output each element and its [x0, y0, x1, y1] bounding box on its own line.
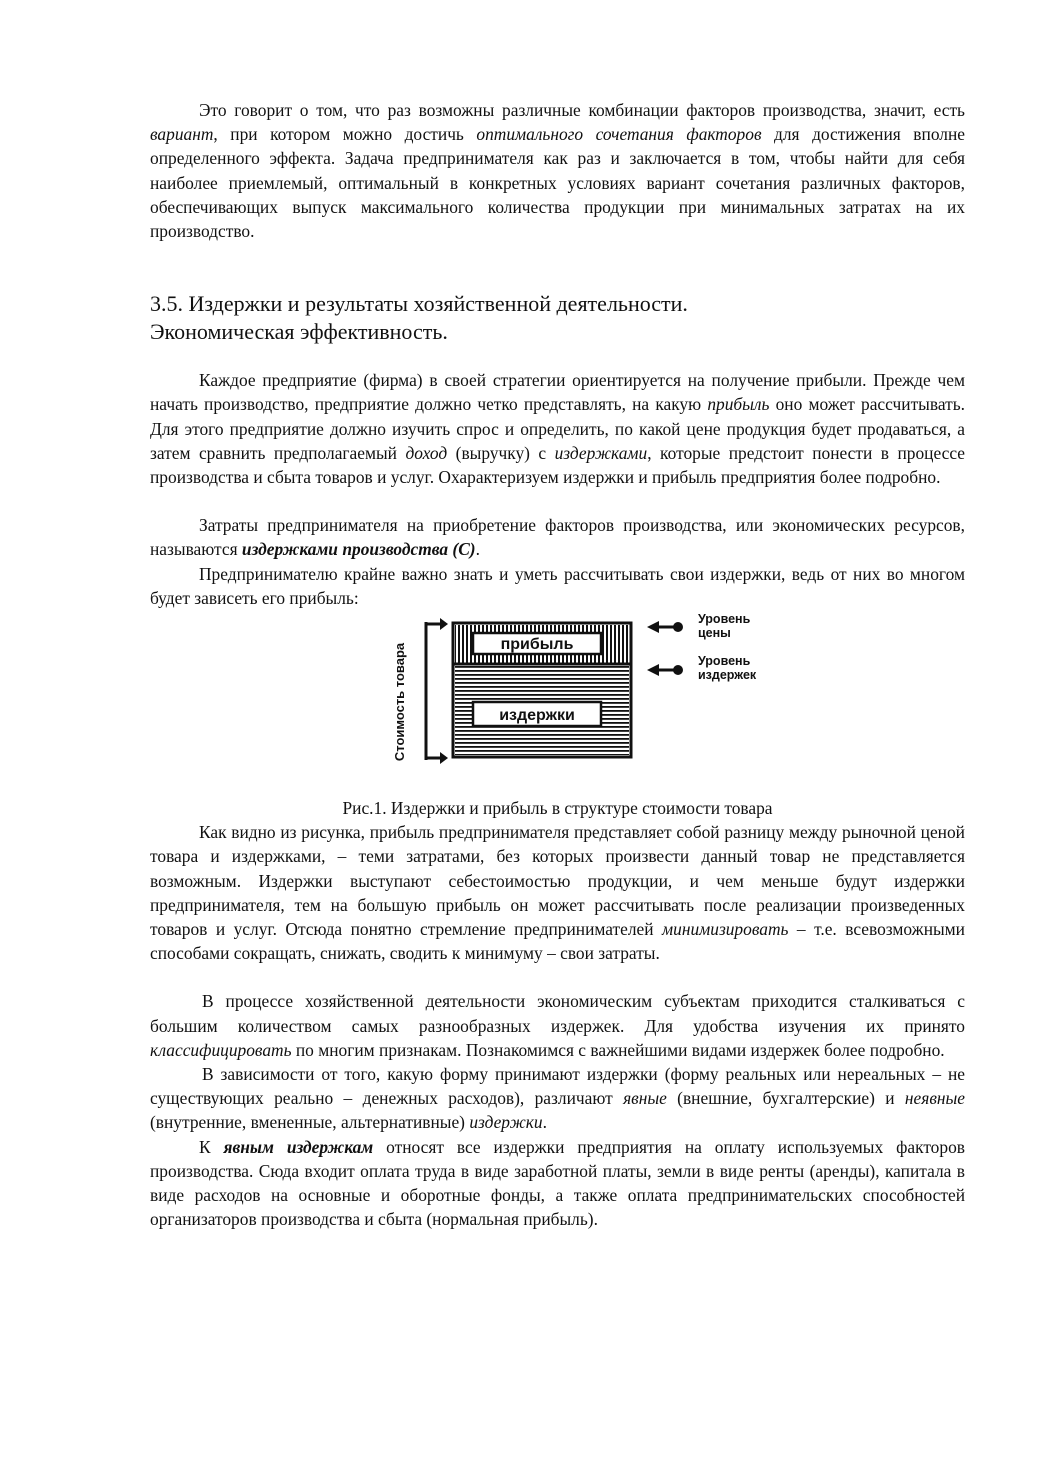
text-run: оно может рассчитывать. Для этого предприятие должно изучить спрос и определить, по какой цене продукция будет продаваться, а затем сравнить предполагаемый [150, 394, 965, 463]
text-run: относят все издержки предприятия на оплату используемых факторов производства. Сюда входит оплата труда в виде заработной платы, земли в виде ренты (аренды), капитала в виде расходов на основные и оборотные фонды, а также оплата предпринимательских способностей организаторов производства и сбыта (нормальная прибыль). [150, 1136, 965, 1230]
text-run: по многим признакам. Познакомимся с важнейшими видами издержек более подробно. [291, 1039, 945, 1060]
paragraph-explicit-implicit [150, 1062, 965, 1135]
emphasis-variant: вариант [150, 124, 214, 145]
section-heading [150, 290, 965, 346]
paragraph-production-costs [150, 513, 965, 561]
emphasis-implicit: неявные [904, 1088, 965, 1109]
text-run: . [475, 539, 480, 560]
cost-level-label-1: Уровень [698, 654, 751, 669]
price-level-label-1: Уровень [698, 612, 751, 627]
figure-cost-structure [150, 610, 965, 782]
costs-segment [473, 702, 601, 726]
paragraph-explicit-costs [150, 1135, 965, 1232]
paragraph-calculate-costs: Предпринимателю крайне важно знать и уметь рассчитывать свои издержки, ведь от них во многом будет зависеть его прибыль: [150, 563, 965, 608]
text-run: Как видно из рисунка, прибыль предпринимателя представляет собой разницу между рыночной ценой товара и издержками, – теми затратами, без которых произвести данный товар не представляется возможным. Издержки выступают себестоимостью продукции, и чем меньше будут издержки предпринимателя, тем на большую прибыль он может рассчитывать после реализации произведенных товаров и услуг. Отсюда понятно стремление предпринимателей [150, 822, 965, 940]
paragraph-factors [150, 98, 965, 243]
text-run: , которые предстоит понести в процессе производства и сбыта товаров и услуг. Охарактеризуем издержки и прибыль предприятия более подробно. [150, 442, 965, 488]
text-run: В зависимости от того, какую форму принимают издержки (форму реальных или нереальных – не существующих реально – денежных расходов), различают [150, 1064, 965, 1109]
cost-level-label-2: издержек [698, 668, 757, 683]
emphasis-explicit: явные [623, 1088, 667, 1109]
price-level-label-2: цены [698, 626, 731, 641]
text-run: (выручку) с [447, 442, 555, 463]
paragraph-profit-difference [150, 820, 965, 965]
cost-level-pointer [647, 664, 683, 676]
profit-label: прибыль [500, 636, 574, 654]
emphasis-classify: классифицировать [150, 1039, 292, 1060]
text-run: Каждое предприятие (фирма) в своей стратегии ориентируется на получение прибыли. Прежде чем начать производство, предприятие должно четко представлять, на какую [150, 370, 965, 415]
text-run: (внутренние, вмененные, альтернативные) [150, 1112, 470, 1133]
text-run: для достижения вполне определенного эффекта. Задача предпринимателя как раз и заключается в том, чтобы найти для себя наиболее приемлемый, оптимальный в конкретных условиях вариант сочетания различных факторов, обеспечивающих выпуск максимального количества продукции при минимальных затратах на их производство. [150, 124, 965, 242]
value-axis [426, 618, 448, 764]
cost-profit-diagram [150, 610, 965, 782]
text-run: Это говорит о том, что раз возможны различные комбинации факторов производства, значит, есть [199, 100, 965, 120]
figure-caption: Рис.1. Издержки и прибыль в структуре стоимости товара [342, 798, 773, 819]
axis-label: Стоимость товара [392, 642, 407, 762]
profit-segment [473, 633, 601, 654]
emphasis-income: доход [405, 442, 448, 463]
text-run: К [199, 1136, 224, 1157]
term-production-costs: издержками производства (С) [241, 539, 476, 560]
text-run: (внешние, бухгалтерские) и [666, 1088, 905, 1109]
text-run: Затраты предпринимателя на приобретение факторов производства, или экономических ресурсов, называются [150, 515, 965, 560]
emphasis-minimize: минимизировать [662, 919, 789, 940]
paragraph-classification [150, 989, 965, 1062]
heading-line-1: 3.5. Издержки и результаты хозяйственной деятельности. [150, 291, 688, 317]
text-run: . [542, 1112, 547, 1133]
costs-label: издержки [499, 707, 575, 725]
paragraph-profit-strategy [150, 368, 965, 489]
emphasis-optimal-combination: оптимального сочетания факторов [476, 124, 762, 145]
text-run: В процессе хозяйственной деятельности экономическим субъектам приходится сталкиваться с большим количеством самых разнообразных издержек. Для удобства изучения их принято [150, 991, 965, 1036]
emphasis-profit: прибыль [707, 394, 770, 415]
emphasis-costs: издержками [554, 442, 648, 463]
term-explicit-costs: явным издержкам [223, 1136, 374, 1157]
heading-line-2: Экономическая эффективность. [150, 319, 448, 345]
price-level-pointer [647, 621, 683, 633]
text-run: , при котором можно достичь [213, 124, 477, 145]
emphasis-costs: издержки [469, 1112, 543, 1133]
document-page [150, 98, 965, 1232]
text-run: – т.е. всевозможными способами сокращать, снижать, сводить к минимуму – свои затраты. [150, 919, 965, 964]
